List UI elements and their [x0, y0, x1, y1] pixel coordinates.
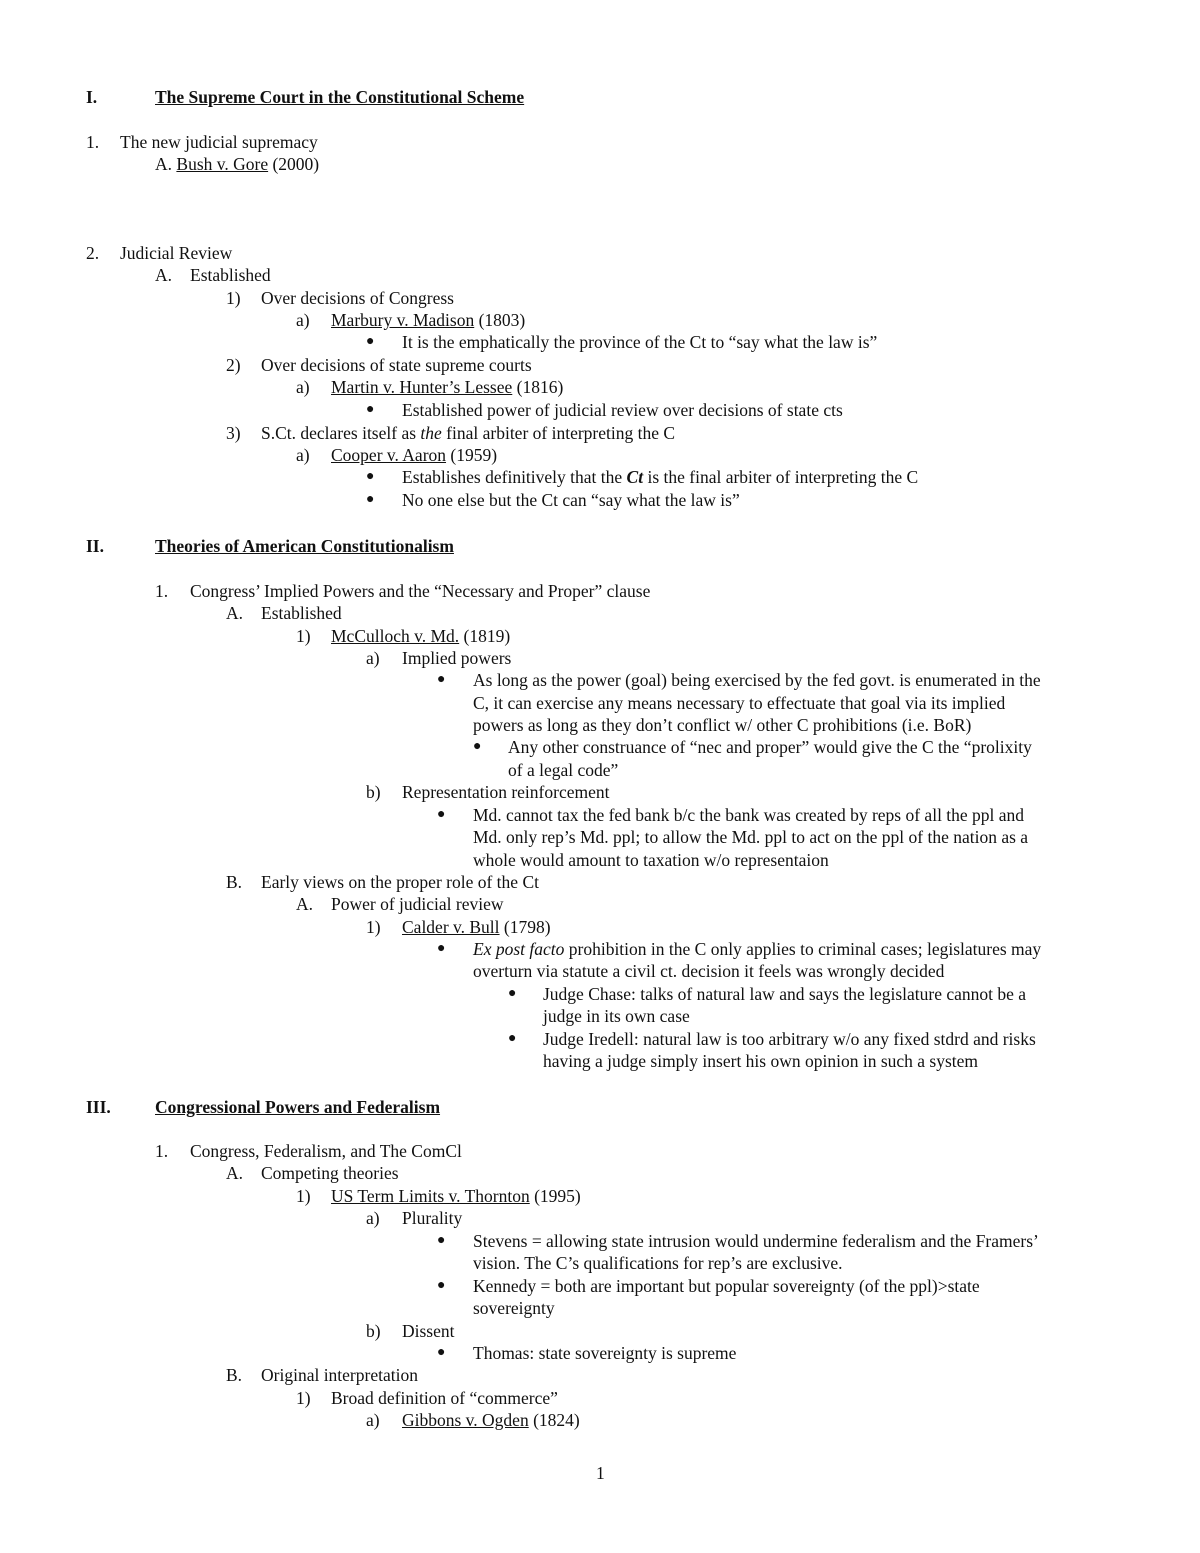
bullet-icon: ●	[366, 334, 375, 349]
bullet-text: vision. The C’s qualifications for rep’s are exclusive.	[473, 1253, 843, 1273]
list-marker: b)	[366, 1321, 381, 1341]
list-item-text: Over decisions of state supreme courts	[261, 355, 532, 375]
bullet-text: No one else but the Ct can “say what the law is”	[402, 490, 740, 510]
case-name: Martin v. Hunter’s Lessee	[331, 377, 513, 397]
bullet-text: powers as long as they don’t conflict w/ other C prohibitions (i.e. BoR)	[473, 715, 972, 735]
bullet-icon: ●	[437, 672, 446, 687]
list-marker: a)	[366, 1208, 380, 1228]
bullet-text: Md. only rep’s Md. ppl; to allow the Md. ppl to act on the ppl of the nation as a	[473, 827, 1029, 847]
list-marker: a)	[296, 445, 310, 465]
list-item	[155, 153, 319, 176]
emphasis-text: Ex post facto	[473, 939, 565, 959]
case-name: Gibbons v. Ogden	[402, 1410, 529, 1430]
list-marker: a)	[366, 1410, 380, 1430]
list-marker: A.	[296, 894, 314, 914]
list-item	[331, 309, 525, 332]
section-numeral: II.	[86, 536, 104, 556]
list-marker: a)	[296, 377, 310, 397]
list-marker: a)	[366, 648, 380, 668]
case-year: (1798)	[499, 917, 551, 937]
list-marker: 1)	[296, 626, 311, 646]
section-numeral: III.	[86, 1097, 111, 1117]
bullet-text: sovereignty	[473, 1298, 555, 1318]
list-item-text: Original interpretation	[261, 1365, 418, 1385]
case-year: (1819)	[459, 626, 511, 646]
list-marker: 3)	[226, 423, 241, 443]
bullet-text: Md. cannot tax the fed bank b/c the bank was created by reps of all the ppl and	[473, 805, 1025, 825]
strong-emphasis-text: Ct	[626, 467, 644, 487]
page-number: 1	[596, 1463, 605, 1483]
list-item-text: Power of judicial review	[331, 894, 504, 914]
list-marker: b)	[366, 782, 381, 802]
text-run: prohibition in the C only applies to criminal cases; legislatures may	[564, 939, 1042, 959]
list-item	[331, 444, 497, 467]
bullet-text: Judge Chase: talks of natural law and says the legislature cannot be a	[543, 984, 1027, 1004]
bullet-text: C, it can exercise any means necessary to effectuate that goal via its implied	[473, 693, 1006, 713]
list-item-text: Early views on the proper role of the Ct	[261, 872, 539, 892]
case-year: (1816)	[512, 377, 564, 397]
list-item-text: Congress’ Implied Powers and the “Necessary and Proper” clause	[190, 581, 651, 601]
bullet-text	[473, 938, 1041, 961]
case-name: Bush v. Gore	[176, 154, 269, 174]
bullet-icon: ●	[437, 1278, 446, 1293]
list-marker: 2.	[86, 243, 100, 263]
list-marker: 1)	[226, 288, 241, 308]
list-marker: 1)	[296, 1186, 311, 1206]
case-name: Cooper v. Aaron	[331, 445, 447, 465]
list-marker: B.	[226, 872, 243, 892]
list-item	[261, 422, 675, 445]
list-marker: 2)	[226, 355, 241, 375]
bullet-text: It is the emphatically the province of the Ct to “say what the law is”	[402, 332, 878, 352]
text-run: is the final arbiter of interpreting the C	[643, 467, 919, 487]
bullet-icon: ●	[508, 986, 517, 1001]
section-numeral: I.	[86, 87, 98, 107]
bullet-text: Thomas: state sovereignty is supreme	[473, 1343, 737, 1363]
list-item-text: Congress, Federalism, and The ComCl	[190, 1141, 462, 1161]
bullet-icon: ●	[508, 1031, 517, 1046]
bullet-icon: ●	[437, 941, 446, 956]
text-run: final arbiter of interpreting the C	[441, 423, 676, 443]
text-run: Establishes definitively that the	[402, 467, 627, 487]
bullet-text: Kennedy = both are important but popular sovereignty (of the ppl)>state	[473, 1276, 980, 1296]
bullet-text: Stevens = allowing state intrusion would undermine federalism and the Framers’	[473, 1231, 1039, 1251]
case-year: (1995)	[529, 1186, 581, 1206]
list-item	[331, 376, 563, 399]
case-name: US Term Limits v. Thornton	[331, 1186, 530, 1206]
list-item-text: Established	[261, 603, 342, 623]
list-item-text: The new judicial supremacy	[120, 132, 318, 152]
list-marker: a)	[296, 310, 310, 330]
bullet-text	[402, 466, 918, 489]
bullet-icon: ●	[366, 402, 375, 417]
case-name: Calder v. Bull	[402, 917, 500, 937]
list-marker: B.	[226, 1365, 243, 1385]
bullet-icon: ●	[366, 492, 375, 507]
list-marker: 1)	[366, 917, 381, 937]
bullet-icon: ●	[473, 739, 482, 754]
bullet-text: Established power of judicial review over decisions of state cts	[402, 400, 843, 420]
bullet-text: Any other construance of “nec and proper” would give the C the “prolixity	[508, 737, 1032, 757]
case-name: Marbury v. Madison	[331, 310, 475, 330]
section-title: The Supreme Court in the Constitutional Scheme	[155, 87, 525, 107]
bullet-text: As long as the power (goal) being exercised by the fed govt. is enumerated in the	[473, 670, 1041, 690]
bullet-icon: ●	[437, 1345, 446, 1360]
case-year: (1803)	[474, 310, 526, 330]
list-item	[402, 916, 551, 939]
list-marker: A.	[226, 603, 244, 623]
case-year: (2000)	[268, 154, 320, 174]
section-title: Congressional Powers and Federalism	[155, 1097, 441, 1117]
bullet-icon: ●	[366, 469, 375, 484]
bullet-text: having a judge simply insert his own opinion in such a system	[543, 1051, 979, 1071]
bullet-text: overturn via statute a civil ct. decision it feels was wrongly decided	[473, 961, 945, 981]
list-item	[331, 625, 510, 648]
list-item-text: Established	[190, 265, 271, 285]
list-item-text: Broad definition of “commerce”	[331, 1388, 558, 1408]
case-year: (1959)	[446, 445, 498, 465]
list-marker: A.	[155, 265, 173, 285]
bullet-text: Judge Iredell: natural law is too arbitrary w/o any fixed stdrd and risks	[543, 1029, 1036, 1049]
list-item-text: Competing theories	[261, 1163, 399, 1183]
emphasis-text: the	[420, 423, 442, 443]
list-item-text: Over decisions of Congress	[261, 288, 454, 308]
list-item-text: Representation reinforcement	[402, 782, 610, 802]
list-item-text: Judicial Review	[120, 243, 233, 263]
bullet-text: judge in its own case	[543, 1006, 690, 1026]
case-year: (1824)	[528, 1410, 580, 1430]
list-marker: 1)	[296, 1388, 311, 1408]
list-item-text: Dissent	[402, 1321, 455, 1341]
list-item	[402, 1409, 580, 1432]
bullet-icon: ●	[437, 1233, 446, 1248]
bullet-icon: ●	[437, 807, 446, 822]
list-marker: A.	[155, 154, 177, 174]
list-item-text: Plurality	[402, 1208, 463, 1228]
bullet-text: of a legal code”	[508, 760, 619, 780]
section-title: Theories of American Constitutionalism	[155, 536, 454, 556]
bullet-text: whole would amount to taxation w/o representaion	[473, 850, 829, 870]
case-name: McCulloch v. Md.	[331, 626, 460, 646]
list-item	[331, 1185, 581, 1208]
list-item-text: Implied powers	[402, 648, 512, 668]
list-marker: 1.	[86, 132, 100, 152]
list-marker: 1.	[155, 1141, 169, 1161]
list-marker: A.	[226, 1163, 244, 1183]
list-marker: 1.	[155, 581, 169, 601]
text-run: S.Ct. declares itself as	[261, 423, 421, 443]
